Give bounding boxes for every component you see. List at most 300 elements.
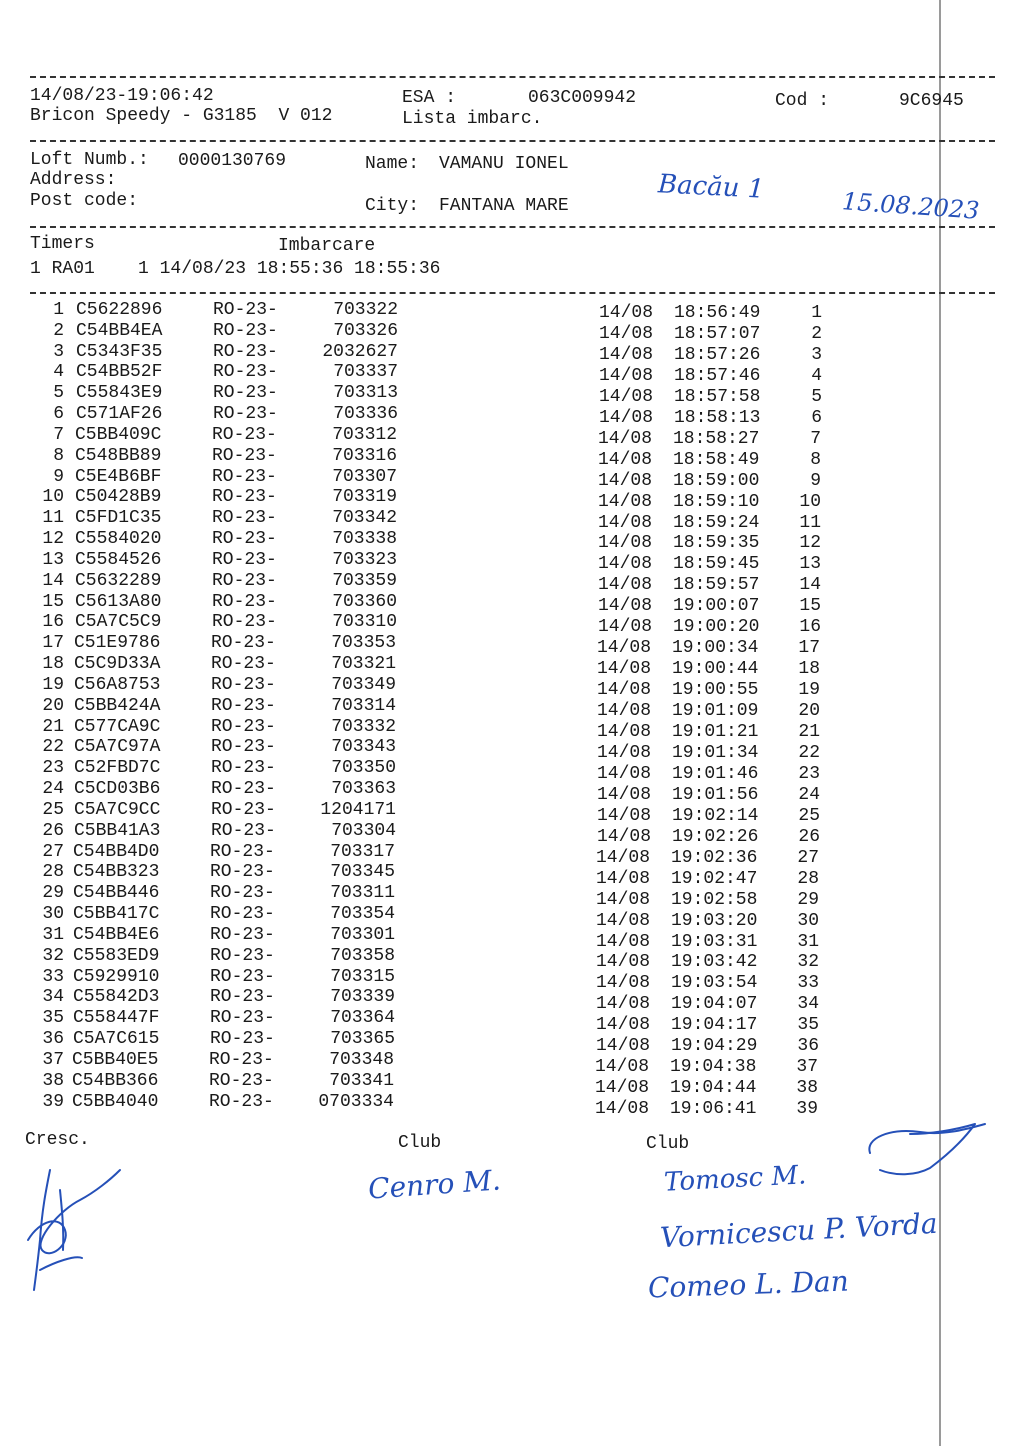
row-time: 18:58:49 xyxy=(673,450,760,470)
row-date: 14/08 xyxy=(599,387,654,407)
row-ring-number: 703358 xyxy=(330,946,395,966)
separator-owner xyxy=(30,226,995,228)
row-ring-number: 703360 xyxy=(332,592,397,612)
row-ring-number: 703310 xyxy=(332,612,397,632)
row-ring-prefix: RO-23- xyxy=(210,925,275,945)
row-time: 18:57:46 xyxy=(674,366,761,386)
row-position: 26 xyxy=(798,827,820,847)
club1-signature: Cenro M. xyxy=(367,1163,502,1206)
row-ring-number: 703354 xyxy=(330,904,395,924)
row-date: 14/08 xyxy=(597,659,652,679)
row-chip-id: C5BB40E5 xyxy=(72,1050,159,1070)
row-chip-id: C5613A80 xyxy=(75,592,162,612)
row-index: 25 xyxy=(42,800,64,820)
row-chip-id: C5E4B6BF xyxy=(75,467,162,487)
row-position: 21 xyxy=(798,722,820,742)
imbarcare-label: Imbarcare xyxy=(278,236,376,256)
row-ring-number: 703312 xyxy=(332,425,397,445)
row-position: 11 xyxy=(799,513,821,533)
row-date: 14/08 xyxy=(596,932,651,952)
row-date: 14/08 xyxy=(599,408,654,428)
row-index: 9 xyxy=(53,467,64,487)
row-position: 35 xyxy=(797,1015,819,1035)
row-date: 14/08 xyxy=(596,952,651,972)
row-date: 14/08 xyxy=(596,911,651,931)
row-chip-id: C55843E9 xyxy=(76,383,163,403)
row-ring-prefix: RO-23- xyxy=(210,1008,275,1028)
row-ring-number: 703353 xyxy=(331,633,396,653)
row-index: 17 xyxy=(42,633,64,653)
row-ring-prefix: RO-23- xyxy=(210,883,275,903)
row-ring-number: 703315 xyxy=(330,967,395,987)
row-index: 21 xyxy=(42,717,64,737)
row-ring-number: 703359 xyxy=(332,571,397,591)
row-time: 19:03:31 xyxy=(671,932,758,952)
row-time: 19:01:09 xyxy=(672,701,759,721)
row-date: 14/08 xyxy=(599,324,654,344)
row-index: 36 xyxy=(42,1029,64,1049)
handwritten-date: 15.08.2023 xyxy=(841,187,981,225)
row-chip-id: C5BB41A3 xyxy=(74,821,161,841)
row-index: 34 xyxy=(42,987,64,1007)
row-position: 14 xyxy=(799,575,821,595)
row-chip-id: C5A7C615 xyxy=(73,1029,160,1049)
row-position: 4 xyxy=(811,366,822,386)
row-ring-prefix: RO-23- xyxy=(211,800,276,820)
row-ring-number: 703363 xyxy=(331,779,396,799)
row-chip-id: C5584526 xyxy=(75,550,162,570)
row-chip-id: C577CA9C xyxy=(74,717,161,737)
row-ring-prefix: RO-23- xyxy=(212,446,277,466)
row-date: 14/08 xyxy=(598,617,653,637)
row-date: 14/08 xyxy=(599,345,654,365)
row-ring-number: 703316 xyxy=(332,446,397,466)
row-ring-number: 703343 xyxy=(331,737,396,757)
row-index: 32 xyxy=(42,946,64,966)
row-time: 18:58:13 xyxy=(674,408,761,428)
row-time: 19:04:29 xyxy=(671,1036,758,1056)
handwritten-race-note: Bacău 1 xyxy=(657,169,765,205)
row-position: 9 xyxy=(810,471,821,491)
row-ring-prefix: RO-23- xyxy=(211,717,276,737)
row-date: 14/08 xyxy=(598,429,653,449)
row-ring-prefix: RO-23- xyxy=(209,1092,274,1112)
row-time: 19:04:38 xyxy=(670,1057,757,1077)
row-position: 13 xyxy=(799,554,821,574)
row-ring-prefix: RO-23- xyxy=(213,404,278,424)
row-ring-number: 703301 xyxy=(330,925,395,945)
row-ring-prefix: RO-23- xyxy=(212,612,277,632)
row-ring-number: 703364 xyxy=(330,1008,395,1028)
row-chip-id: C5BB409C xyxy=(75,425,162,445)
row-ring-prefix: RO-23- xyxy=(210,842,275,862)
row-ring-prefix: RO-23- xyxy=(212,592,277,612)
row-index: 24 xyxy=(42,779,64,799)
row-ring-prefix: RO-23- xyxy=(213,321,278,341)
club2-signature-1: Tomosc M. xyxy=(663,1160,808,1198)
row-time: 19:02:14 xyxy=(672,806,759,826)
row-ring-number: 703365 xyxy=(330,1029,395,1049)
row-date: 14/08 xyxy=(599,366,654,386)
row-time: 18:57:58 xyxy=(674,387,761,407)
row-ring-number: 703348 xyxy=(329,1050,394,1070)
row-date: 14/08 xyxy=(597,722,652,742)
row-index: 5 xyxy=(53,383,64,403)
row-ring-number: 703314 xyxy=(331,696,396,716)
row-date: 14/08 xyxy=(595,1099,650,1119)
row-position: 29 xyxy=(797,890,819,910)
row-position: 5 xyxy=(811,387,822,407)
row-index: 22 xyxy=(42,737,64,757)
esa-value: 063C009942 xyxy=(528,88,637,108)
row-position: 30 xyxy=(797,911,819,931)
row-position: 3 xyxy=(811,345,822,365)
row-date: 14/08 xyxy=(597,785,652,805)
row-date: 14/08 xyxy=(596,848,651,868)
row-time: 19:02:36 xyxy=(671,848,758,868)
row-index: 16 xyxy=(42,612,64,632)
row-position: 7 xyxy=(810,429,821,449)
row-index: 1 xyxy=(53,300,64,320)
row-ring-prefix: RO-23- xyxy=(211,737,276,757)
row-chip-id: C5BB4040 xyxy=(72,1092,159,1112)
report-datetime: 14/08/23-19:06:42 xyxy=(30,86,214,106)
row-time: 19:00:20 xyxy=(673,617,760,637)
name-value: VAMANU IONEL xyxy=(439,154,569,174)
row-ring-number: 703322 xyxy=(333,300,398,320)
breeder-signature xyxy=(20,1150,130,1300)
row-date: 14/08 xyxy=(598,450,653,470)
row-ring-number: 703304 xyxy=(331,821,396,841)
row-chip-id: C5929910 xyxy=(73,967,160,987)
row-position: 12 xyxy=(799,533,821,553)
row-ring-prefix: RO-23- xyxy=(213,342,278,362)
row-time: 19:04:07 xyxy=(671,994,758,1014)
row-ring-number: 1204171 xyxy=(320,800,396,820)
list-title: Lista imbarc. xyxy=(402,109,543,129)
row-index: 23 xyxy=(42,758,64,778)
row-ring-number: 703326 xyxy=(333,321,398,341)
row-position: 2 xyxy=(811,324,822,344)
row-index: 14 xyxy=(42,571,64,591)
row-ring-number: 703313 xyxy=(333,383,398,403)
club2-signature-mark xyxy=(860,1118,1000,1178)
row-position: 17 xyxy=(798,638,820,658)
row-index: 6 xyxy=(53,404,64,424)
row-ring-prefix: RO-23- xyxy=(211,821,276,841)
row-ring-prefix: RO-23- xyxy=(213,300,278,320)
row-date: 14/08 xyxy=(597,827,652,847)
row-ring-prefix: RO-23- xyxy=(210,967,275,987)
row-chip-id: C54BB4D0 xyxy=(73,842,160,862)
row-ring-prefix: RO-23- xyxy=(210,987,275,1007)
row-chip-id: C5CD03B6 xyxy=(74,779,161,799)
row-position: 18 xyxy=(798,659,820,679)
row-date: 14/08 xyxy=(597,743,652,763)
row-ring-prefix: RO-23- xyxy=(212,467,277,487)
row-time: 18:59:35 xyxy=(673,533,760,553)
row-time: 19:00:07 xyxy=(673,596,760,616)
city-label: City: xyxy=(365,196,420,216)
row-date: 14/08 xyxy=(597,638,652,658)
row-date: 14/08 xyxy=(598,533,653,553)
row-date: 14/08 xyxy=(599,303,654,323)
row-index: 8 xyxy=(53,446,64,466)
row-chip-id: C571AF26 xyxy=(76,404,163,424)
row-date: 14/08 xyxy=(595,1078,650,1098)
address-label: Address: xyxy=(30,170,117,190)
row-index: 33 xyxy=(42,967,64,987)
row-ring-prefix: RO-23- xyxy=(209,1071,274,1091)
row-date: 14/08 xyxy=(595,1057,650,1077)
row-time: 19:02:58 xyxy=(671,890,758,910)
timer-line: 1 RA01 1 14/08/23 18:55:36 18:55:36 xyxy=(30,259,441,279)
row-position: 33 xyxy=(797,973,819,993)
row-ring-number: 703345 xyxy=(330,862,395,882)
device-line: Bricon Speedy - G3185 V 012 xyxy=(30,106,333,126)
row-time: 19:01:46 xyxy=(672,764,759,784)
row-index: 20 xyxy=(42,696,64,716)
row-chip-id: C5BB424A xyxy=(74,696,161,716)
row-ring-number: 703342 xyxy=(332,508,397,528)
row-chip-id: C5583ED9 xyxy=(73,946,160,966)
row-ring-prefix: RO-23- xyxy=(210,862,275,882)
row-chip-id: C5C9D33A xyxy=(74,654,161,674)
row-ring-prefix: RO-23- xyxy=(212,487,277,507)
row-position: 36 xyxy=(797,1036,819,1056)
row-index: 35 xyxy=(42,1008,64,1028)
row-index: 18 xyxy=(42,654,64,674)
row-chip-id: C5A7C5C9 xyxy=(75,612,162,632)
row-index: 19 xyxy=(42,675,64,695)
row-index: 39 xyxy=(42,1092,64,1112)
timers-label: Timers xyxy=(30,234,95,254)
row-position: 32 xyxy=(797,952,819,972)
row-time: 18:56:49 xyxy=(674,303,761,323)
row-position: 37 xyxy=(796,1057,818,1077)
row-index: 38 xyxy=(42,1071,64,1091)
row-time: 19:04:44 xyxy=(670,1078,757,1098)
row-time: 18:57:07 xyxy=(674,324,761,344)
row-ring-number: 703336 xyxy=(333,404,398,424)
club-label-1: Club xyxy=(398,1133,442,1153)
row-date: 14/08 xyxy=(597,806,652,826)
row-time: 18:59:00 xyxy=(673,471,760,491)
row-chip-id: C5632289 xyxy=(75,571,162,591)
row-ring-prefix: RO-23- xyxy=(211,654,276,674)
row-time: 19:01:21 xyxy=(672,722,759,742)
row-chip-id: C5584020 xyxy=(75,529,162,549)
row-index: 7 xyxy=(53,425,64,445)
row-position: 16 xyxy=(799,617,821,637)
row-ring-number: 703311 xyxy=(330,883,395,903)
row-chip-id: C54BB446 xyxy=(73,883,160,903)
cresc-label: Cresc. xyxy=(25,1130,90,1150)
row-ring-number: 703339 xyxy=(330,987,395,1007)
separator-timers xyxy=(30,292,995,294)
row-chip-id: C54BB52F xyxy=(76,362,163,382)
row-index: 10 xyxy=(42,487,64,507)
row-time: 19:04:17 xyxy=(671,1015,758,1035)
row-time: 19:01:34 xyxy=(672,743,759,763)
row-chip-id: C51E9786 xyxy=(74,633,161,653)
row-chip-id: C50428B9 xyxy=(75,487,162,507)
esa-label: ESA : xyxy=(402,88,457,108)
row-ring-prefix: RO-23- xyxy=(211,633,276,653)
row-date: 14/08 xyxy=(597,701,652,721)
separator-header xyxy=(30,140,995,142)
row-time: 19:00:55 xyxy=(672,680,759,700)
row-date: 14/08 xyxy=(597,764,652,784)
row-position: 27 xyxy=(797,848,819,868)
row-ring-number: 703338 xyxy=(332,529,397,549)
row-date: 14/08 xyxy=(598,513,653,533)
row-time: 18:58:27 xyxy=(673,429,760,449)
row-position: 8 xyxy=(810,450,821,470)
row-ring-number: 703323 xyxy=(332,550,397,570)
row-ring-prefix: RO-23- xyxy=(210,904,275,924)
row-time: 19:02:47 xyxy=(671,869,758,889)
name-label: Name: xyxy=(365,154,420,174)
row-ring-number: 703321 xyxy=(331,654,396,674)
row-date: 14/08 xyxy=(596,890,651,910)
club2-signature-3: Comeo L. Dan xyxy=(647,1264,850,1305)
row-date: 14/08 xyxy=(597,680,652,700)
row-index: 37 xyxy=(42,1050,64,1070)
row-date: 14/08 xyxy=(596,994,651,1014)
row-date: 14/08 xyxy=(596,869,651,889)
row-index: 12 xyxy=(42,529,64,549)
row-position: 28 xyxy=(797,869,819,889)
row-ring-number: 703319 xyxy=(332,487,397,507)
row-position: 22 xyxy=(798,743,820,763)
row-time: 19:03:20 xyxy=(671,911,758,931)
row-position: 15 xyxy=(799,596,821,616)
separator-top xyxy=(30,76,995,78)
row-time: 19:01:56 xyxy=(672,785,759,805)
row-chip-id: C52FBD7C xyxy=(74,758,161,778)
row-ring-prefix: RO-23- xyxy=(211,758,276,778)
postcode-label: Post code: xyxy=(30,191,139,211)
row-ring-prefix: RO-23- xyxy=(213,383,278,403)
row-index: 4 xyxy=(53,362,64,382)
row-index: 13 xyxy=(42,550,64,570)
row-position: 31 xyxy=(797,932,819,952)
row-chip-id: C54BB366 xyxy=(72,1071,159,1091)
city-value: FANTANA MARE xyxy=(439,196,569,216)
row-index: 29 xyxy=(42,883,64,903)
row-position: 20 xyxy=(798,701,820,721)
row-ring-prefix: RO-23- xyxy=(212,425,277,445)
row-position: 23 xyxy=(798,764,820,784)
row-date: 14/08 xyxy=(598,492,653,512)
row-ring-prefix: RO-23- xyxy=(211,675,276,695)
row-ring-number: 703332 xyxy=(331,717,396,737)
row-ring-prefix: RO-23- xyxy=(209,1050,274,1070)
row-position: 38 xyxy=(796,1078,818,1098)
row-time: 18:59:57 xyxy=(673,575,760,595)
row-position: 39 xyxy=(796,1099,818,1119)
row-date: 14/08 xyxy=(596,973,651,993)
loft-value: 0000130769 xyxy=(178,151,287,171)
row-time: 18:59:45 xyxy=(673,554,760,574)
row-index: 15 xyxy=(42,592,64,612)
row-ring-number: 703317 xyxy=(330,842,395,862)
row-chip-id: C5A7C9CC xyxy=(74,800,161,820)
row-time: 19:00:34 xyxy=(672,638,759,658)
row-time: 18:59:24 xyxy=(673,513,760,533)
row-position: 1 xyxy=(811,303,822,323)
row-date: 14/08 xyxy=(598,554,653,574)
row-time: 19:03:54 xyxy=(671,973,758,993)
row-ring-prefix: RO-23- xyxy=(211,696,276,716)
row-chip-id: C5FD1C35 xyxy=(75,508,162,528)
row-position: 6 xyxy=(811,408,822,428)
row-time: 18:57:26 xyxy=(674,345,761,365)
row-time: 19:06:41 xyxy=(670,1099,757,1119)
row-date: 14/08 xyxy=(598,596,653,616)
row-ring-prefix: RO-23- xyxy=(212,550,277,570)
row-index: 11 xyxy=(42,508,64,528)
row-ring-prefix: RO-23- xyxy=(210,1029,275,1049)
row-index: 2 xyxy=(53,321,64,341)
row-index: 3 xyxy=(53,342,64,362)
row-ring-number: 2032627 xyxy=(322,342,398,362)
row-ring-number: 703337 xyxy=(333,362,398,382)
club-label-2: Club xyxy=(646,1134,690,1154)
row-chip-id: C5BB417C xyxy=(73,904,160,924)
row-index: 27 xyxy=(42,842,64,862)
row-index: 31 xyxy=(42,925,64,945)
row-ring-number: 0703334 xyxy=(318,1092,394,1112)
row-ring-number: 703349 xyxy=(331,675,396,695)
row-date: 14/08 xyxy=(598,471,653,491)
row-time: 18:59:10 xyxy=(673,492,760,512)
club2-signature-2: Vornicescu P. Vorda xyxy=(659,1206,939,1255)
row-position: 34 xyxy=(797,994,819,1014)
row-position: 19 xyxy=(798,680,820,700)
row-time: 19:03:42 xyxy=(671,952,758,972)
row-ring-prefix: RO-23- xyxy=(212,529,277,549)
row-chip-id: C5622896 xyxy=(76,300,163,320)
row-position: 10 xyxy=(799,492,821,512)
cod-label: Cod : xyxy=(775,91,830,111)
row-date: 14/08 xyxy=(596,1036,651,1056)
row-ring-prefix: RO-23- xyxy=(212,571,277,591)
row-date: 14/08 xyxy=(598,575,653,595)
row-index: 30 xyxy=(42,904,64,924)
row-index: 28 xyxy=(42,862,64,882)
row-chip-id: C54BB4E6 xyxy=(73,925,160,945)
row-index: 26 xyxy=(42,821,64,841)
row-ring-number: 703350 xyxy=(331,758,396,778)
row-position: 24 xyxy=(798,785,820,805)
row-date: 14/08 xyxy=(596,1015,651,1035)
cod-value: 9C6945 xyxy=(899,91,964,111)
row-chip-id: C54BB4EA xyxy=(76,321,163,341)
row-ring-prefix: RO-23- xyxy=(213,362,278,382)
row-time: 19:00:44 xyxy=(672,659,759,679)
row-time: 19:02:26 xyxy=(672,827,759,847)
row-ring-prefix: RO-23- xyxy=(212,508,277,528)
row-ring-number: 703341 xyxy=(329,1071,394,1091)
row-chip-id: C56A8753 xyxy=(74,675,161,695)
row-chip-id: C55842D3 xyxy=(73,987,160,1007)
row-chip-id: C54BB323 xyxy=(73,862,160,882)
row-chip-id: C5A7C97A xyxy=(74,737,161,757)
row-chip-id: C5343F35 xyxy=(76,342,163,362)
row-ring-prefix: RO-23- xyxy=(210,946,275,966)
